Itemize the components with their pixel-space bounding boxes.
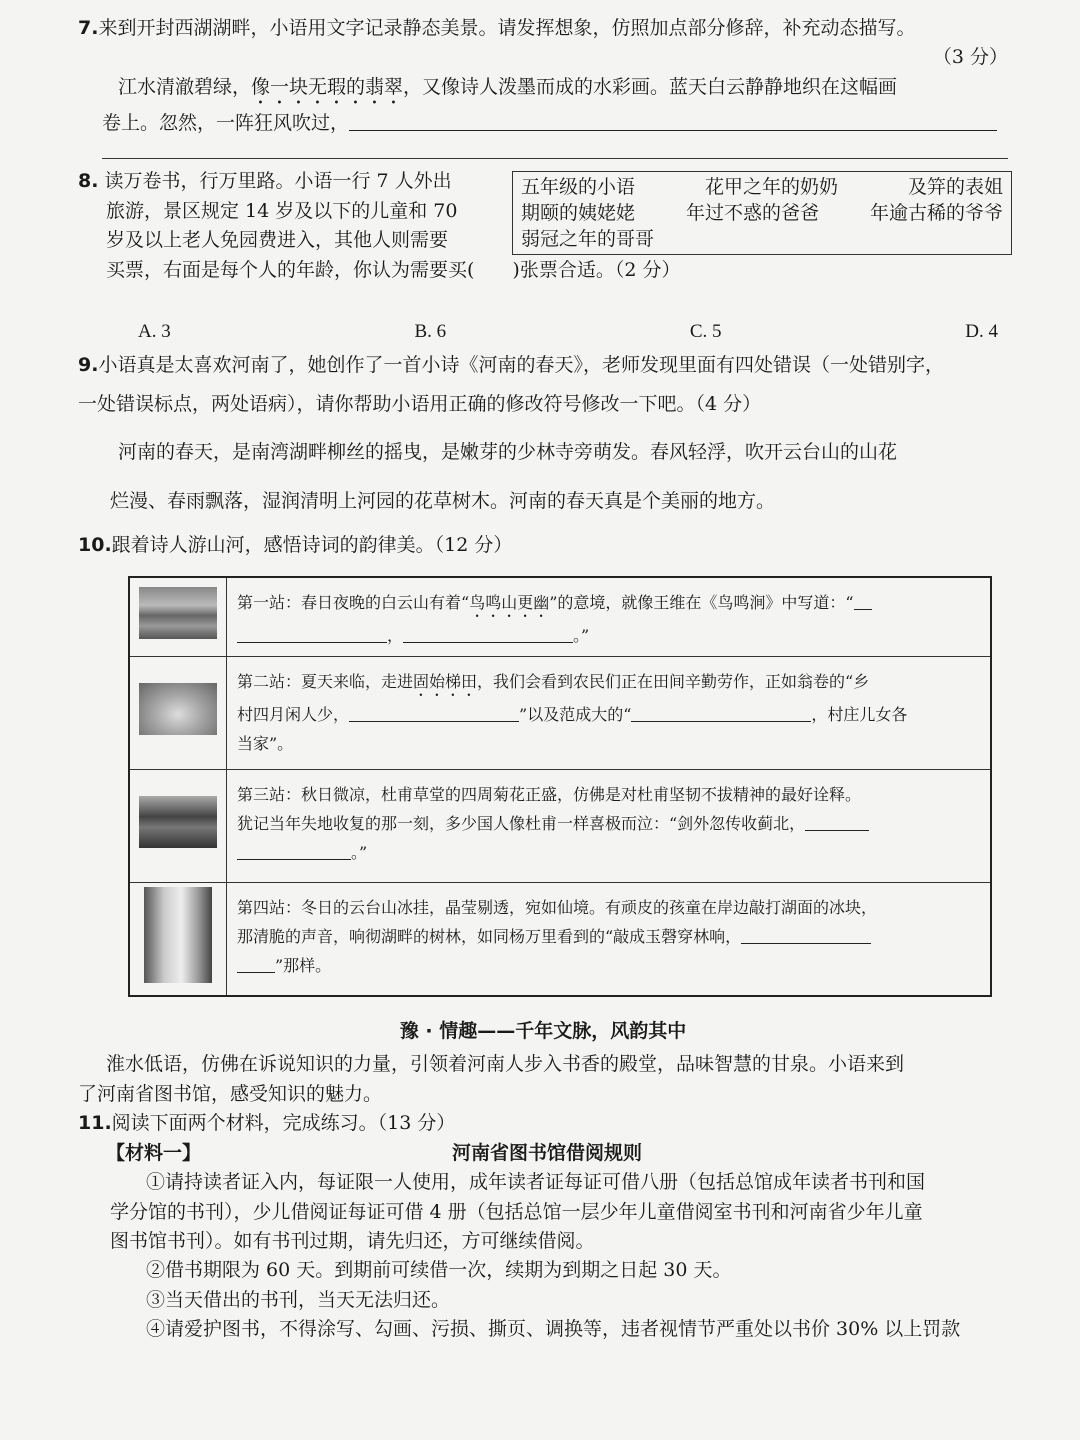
station-text-part: 村四月闲人少， — [237, 704, 350, 724]
station-photo-cell — [129, 656, 227, 769]
stem-line: 买票，右面是每个人的年龄，你认为需要买( )张票合适。（2 分） — [106, 258, 681, 281]
rule-line: 图书馆书刊）。如有书刊过期，请先归还，方可继续借阅。 — [110, 1230, 595, 1252]
rule-line: ②借书期限为 60 天。到期前可续借一次，续期为到期之日起 30 天。 — [146, 1259, 732, 1282]
answer-blank[interactable] — [631, 705, 811, 722]
age-entry: 年逾古稀的爷爷 — [869, 202, 1003, 225]
question-8 — [78, 167, 1008, 317]
answer-blank[interactable] — [403, 626, 573, 643]
age-entry: 期颐的姨姥姥 — [521, 202, 636, 225]
rule-line: 学分馆的书刊），少儿借阅证每证可借 4 册（包括总馆一层少年儿童借阅室书刊和河南省少年儿童 — [110, 1200, 923, 1223]
question-stem: 来到开封西湖湖畔，小语用文字记录静态美景。请发挥想象，仿照加点部分修辞，补充动态描写。 — [98, 17, 916, 39]
station-text-part: ，村庄儿女各 — [811, 704, 908, 724]
station-text-part: 第一站：春日夜晚的白云山有着“ — [237, 592, 470, 612]
passage-text: ，又像诗人泼墨而成的水彩画。蓝天白云静静地织在这幅画 — [403, 75, 898, 98]
mountain-photo-icon — [139, 587, 217, 639]
station-text-part: 当家”。 — [237, 733, 294, 753]
option-a[interactable]: A. 3 — [138, 321, 171, 343]
station-text — [227, 577, 992, 657]
question-stem: 阅读下面两个材料，完成练习。（13 分） — [111, 1112, 456, 1135]
emphasized-text: 鸟鸣山更幽 — [469, 592, 550, 612]
section-paragraph: 淮水低语，仿佛在诉说知识的力量，引领着河南人步入书香的殿堂，品味智慧的甘泉。小语来到 — [106, 1053, 905, 1076]
age-entry: 年过不惑的爸爸 — [685, 202, 819, 225]
station-text-part: 第四站：冬日的云台山冰挂，晶莹剔透，宛如仙境。有顽皮的孩童在岸边敲打湖面的冰块， — [237, 897, 878, 917]
ages-box — [512, 171, 1012, 255]
rule-line: ④请爱护图书，不得涂写、勾画、污损、撕页、调换等，违者视情节严重处以书价 30% 以上罚款 — [146, 1318, 961, 1341]
station-text-part: 第二站：夏天来临，走进 — [237, 671, 414, 691]
question-number: 11. — [78, 1112, 112, 1135]
station-text — [227, 882, 992, 996]
age-entry: 五年级的小语 — [521, 176, 636, 199]
stem-line: 旅游，景区规定 14 岁及以下的儿童和 70 — [106, 199, 458, 222]
question-10 — [78, 531, 1008, 560]
question-9 — [78, 351, 1008, 517]
question-number: 8. — [78, 170, 99, 193]
material-heading — [78, 1139, 1008, 1168]
answer-blank[interactable] — [854, 593, 872, 610]
stem-line: 岁及以上老人免园费进入，其他人则需要 — [106, 229, 449, 252]
station-text — [227, 656, 992, 769]
age-entry: 花甲之年的奶奶 — [704, 176, 838, 199]
passage-line — [78, 109, 1008, 138]
station-text — [227, 769, 992, 882]
section-paragraph: 了河南省图书馆，感受知识的魅力。 — [78, 1082, 383, 1105]
station-row — [129, 882, 991, 996]
station-text-part: 第三站：秋日微凉，杜甫草堂的四周菊花正盛，仿佛是对杜甫坚韧不拔精神的最好诠释。 — [237, 784, 862, 804]
poem-line: 烂漫、春雨飘落，湿润清明上河园的花草树木。河南的春天真是个美丽的地方。 — [110, 490, 776, 513]
question-number: 10. — [78, 533, 112, 556]
passage-text: 江水清澈碧绿， — [118, 75, 252, 98]
question-7 — [78, 14, 1008, 159]
passage-line — [78, 73, 1008, 109]
question-stem: 小语真是太喜欢河南了，她创作了一首小诗《河南的春天》，老师发现里面有四处错误（一处错别字， — [98, 353, 944, 376]
age-entry: 及笄的表姐 — [907, 176, 1003, 199]
poem-line: 河南的春天，是南湾湖畔柳丝的摇曳，是嫩芽的少林寺旁萌发。春风轻浮，吹开云台山的山花 — [118, 440, 898, 463]
question-number: 9. — [78, 353, 99, 376]
option-c[interactable]: C. 5 — [689, 321, 722, 343]
station-row — [129, 656, 991, 769]
age-entry: 弱冠之年的哥哥 — [521, 228, 655, 251]
station-text-part: 。” — [573, 625, 590, 645]
station-photo-cell — [129, 577, 227, 657]
station-photo-cell — [129, 769, 227, 882]
answer-blank[interactable] — [237, 843, 351, 860]
option-d[interactable]: D. 4 — [965, 321, 998, 343]
material-title: 河南省图书馆借阅规则 — [452, 1141, 643, 1164]
answer-blank[interactable] — [741, 927, 871, 944]
station-text-part: ”的意境，就像王维在《鸟鸣涧》中写道：“ — [549, 592, 854, 612]
station-text-part: 犹记当年失地收复的那一刻，多少国人像杜甫一样喜极而泣：“剑外忽传收蓟北， — [237, 813, 806, 833]
station-text-part: ， — [387, 625, 404, 645]
station-text-part: 那清脆的声音，响彻湖畔的树林，如同杨万里看到的“敲成玉磬穿林响， — [237, 926, 742, 946]
answer-blank[interactable] — [805, 814, 869, 831]
terrace-photo-icon — [139, 683, 217, 735]
answer-blank[interactable] — [349, 111, 997, 131]
answer-line[interactable] — [102, 158, 1008, 159]
stem-line: 读万卷书，行万里路。小语一行 7 人外出 — [104, 170, 452, 193]
question-stem: 跟着诗人游山河，感悟诗词的韵律美。（12 分） — [111, 533, 513, 556]
rule-line: ①请持读者证入内，每证限一人使用，成年读者证每证可借八册（包括总馆成年读者书刊和国 — [146, 1171, 926, 1194]
section-title: 豫 · 情趣——千年文脉，风韵其中 — [399, 1019, 687, 1042]
station-photo-cell — [129, 882, 227, 996]
choice-options — [78, 317, 1008, 346]
emphasized-text: 像一块无瑕的翡翠 — [251, 75, 404, 98]
station-text-part: 。” — [351, 842, 368, 862]
stations-table — [128, 576, 992, 997]
station-row — [129, 769, 991, 882]
icefall-photo-icon — [144, 887, 212, 983]
passage-text: 卷上。忽然，一阵狂风吹过， — [102, 111, 350, 134]
question-stem: 一处错误标点，两处语病），请你帮助小语用正确的修改符号修改一下吧。（4 分） — [78, 393, 762, 416]
station-text-part: ”那样。 — [275, 955, 332, 975]
cottage-photo-icon — [139, 796, 217, 848]
station-text-part: ”以及范成大的“ — [519, 704, 632, 724]
material-label: 【材料一】 — [106, 1141, 202, 1164]
question-number: 7. — [78, 17, 99, 39]
answer-blank[interactable] — [349, 705, 519, 722]
station-text-part: ，我们会看到农民们正在田间辛勤劳作，正如翁卷的“乡 — [477, 671, 870, 691]
station-row — [129, 577, 991, 657]
emphasized-text: 固始梯田 — [413, 671, 478, 691]
rule-line: ③当天借出的书刊，当天无法归还。 — [146, 1288, 451, 1311]
question-score: （3 分） — [932, 46, 1008, 69]
answer-blank[interactable] — [237, 626, 387, 643]
answer-blank[interactable] — [237, 956, 275, 973]
option-b[interactable]: B. 6 — [414, 321, 447, 343]
